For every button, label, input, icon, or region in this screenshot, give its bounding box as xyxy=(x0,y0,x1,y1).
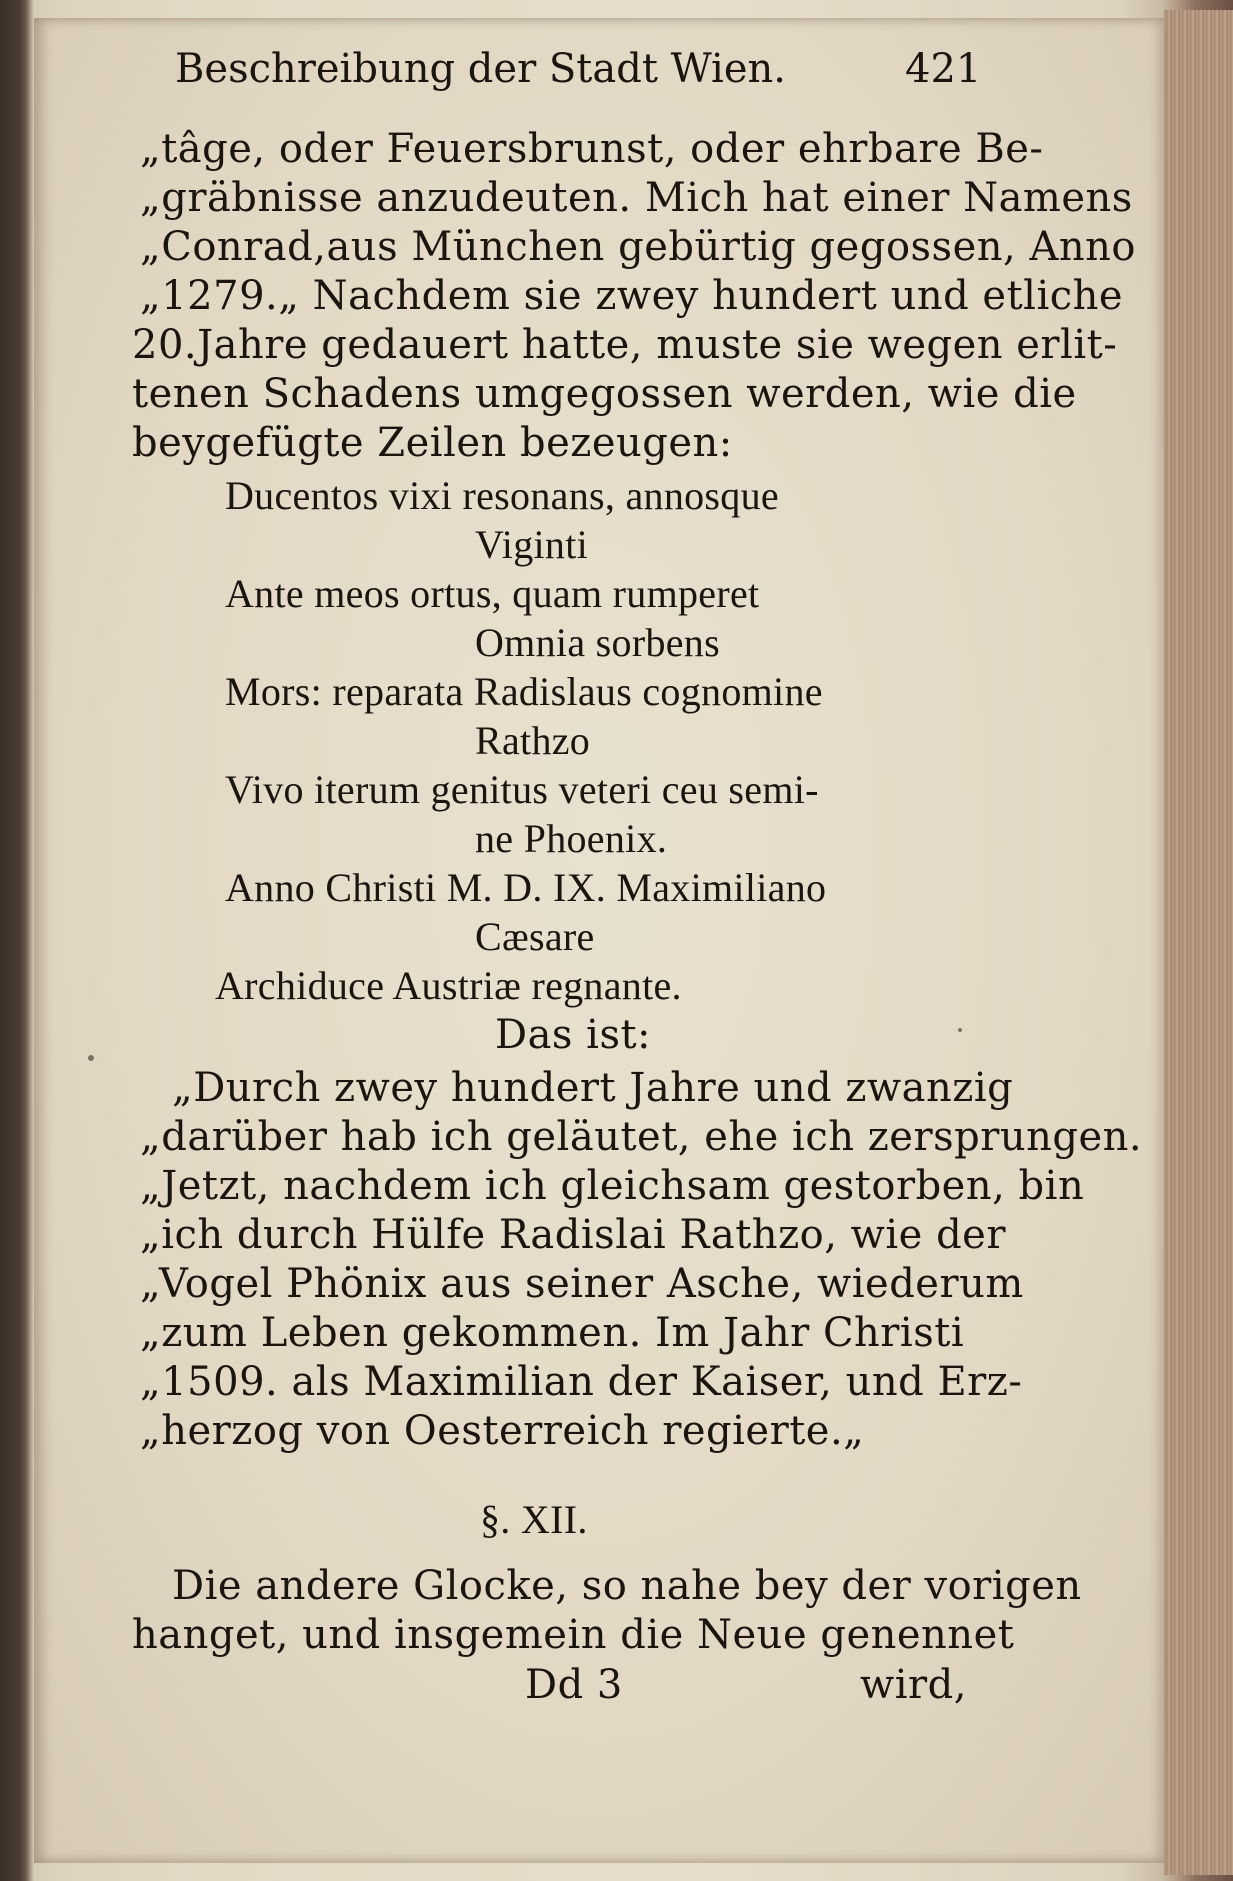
text-line: 20.Jahre gedauert hatte, muste sie wegen erlit- xyxy=(132,322,1118,368)
page-number: 421 xyxy=(905,46,982,92)
latin-line: Rathzo xyxy=(475,718,591,763)
translation-line: „Jetzt, nachdem ich gleichsam gestorben, bin xyxy=(140,1163,1085,1209)
ink-speck xyxy=(958,1028,962,1032)
translation-line: „Vogel Phönix aus seiner Asche, wiederum xyxy=(140,1261,1024,1307)
latin-line: Archiduce Austriæ regnante. xyxy=(215,963,682,1008)
text-line: „gräbnisse anzudeuten. Mich hat einer Namens xyxy=(140,175,1133,221)
section-line: Die andere Glocke, so nahe bey der vorigen xyxy=(172,1563,1082,1609)
section-heading: §. XII. xyxy=(480,1497,588,1542)
latin-line: Ducentos vixi resonans, annosque xyxy=(225,473,779,518)
text-line: „tâge, oder Feuersbrunst, oder ehrbare Be- xyxy=(140,126,1044,172)
latin-line: Vivo iterum genitus veteri ceu semi- xyxy=(225,767,819,812)
catchword: wird, xyxy=(860,1662,967,1708)
section-line: hanget, und insgemein die Neue genennet xyxy=(132,1612,1015,1658)
translation-line: „ich durch Hülfe Radislai Rathzo, wie der xyxy=(140,1212,1006,1258)
text-line: „1279.„ Nachdem sie zwey hundert und etliche xyxy=(140,273,1124,319)
translation-line: „1509. als Maximilian der Kaiser, und Erz- xyxy=(140,1359,1023,1405)
latin-line: Mors: reparata Radislaus cognomine xyxy=(225,669,823,714)
latin-line: Ante meos ortus, quam rumperet xyxy=(225,571,760,616)
das-ist-heading: Das ist: xyxy=(495,1012,652,1058)
text-line: tenen Schadens umgegossen werden, wie die xyxy=(132,371,1077,417)
translation-line: „darüber hab ich geläutet, ehe ich zersprungen. xyxy=(140,1114,1143,1160)
translation-line: „Durch zwey hundert Jahre und zwanzig xyxy=(172,1065,1014,1111)
translation-line: „herzog von Oesterreich regierte.„ xyxy=(140,1408,865,1454)
latin-line: ne Phoenix. xyxy=(475,816,668,861)
latin-line: Omnia sorbens xyxy=(475,620,720,665)
signature-mark: Dd 3 xyxy=(525,1662,623,1708)
text-line: beygefügte Zeilen bezeugen: xyxy=(132,420,733,466)
ink-speck xyxy=(88,1055,94,1061)
page-edges xyxy=(1164,10,1233,1875)
running-title: Beschreibung der Stadt Wien. xyxy=(175,46,786,92)
translation-line: „zum Leben gekommen. Im Jahr Christi xyxy=(140,1310,965,1356)
latin-line: Anno Christi M. D. IX. Maximiliano xyxy=(225,865,827,910)
text-line: „Conrad,aus München gebürtig gegossen, Anno xyxy=(140,224,1136,270)
latin-line: Viginti xyxy=(475,522,589,567)
latin-line: Cæsare xyxy=(475,914,595,959)
